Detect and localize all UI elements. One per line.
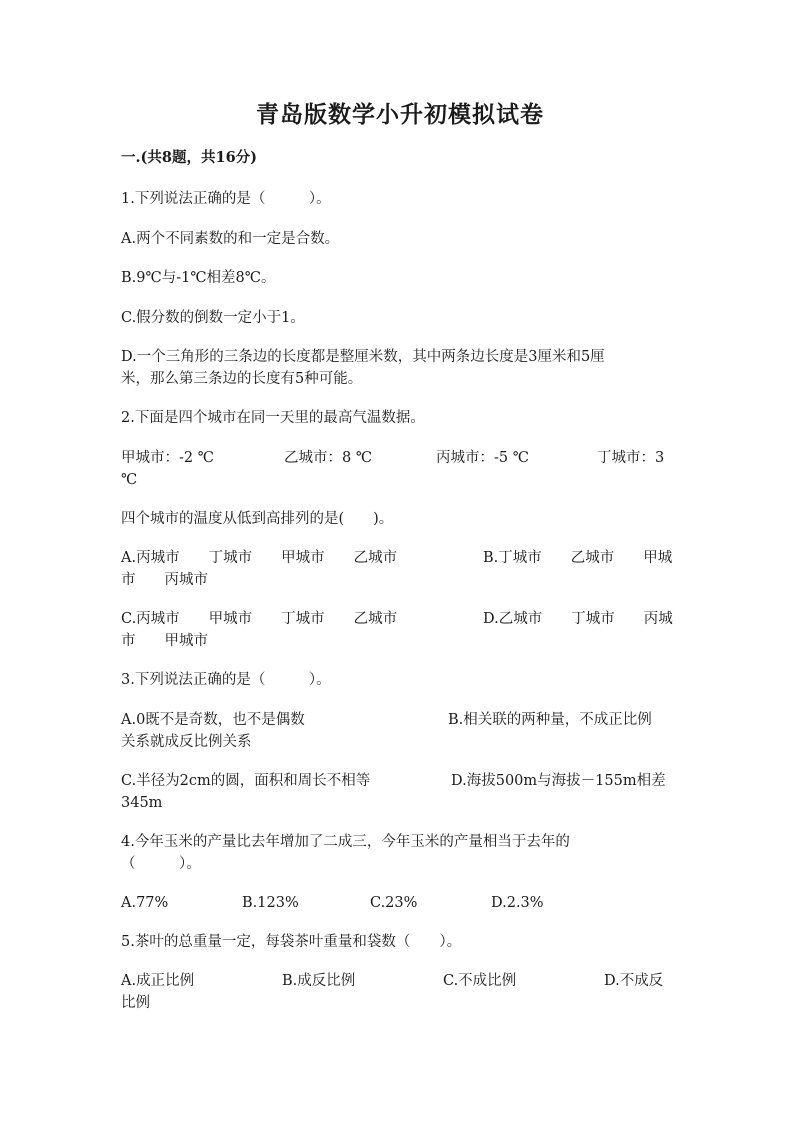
q5-option-b: B.成反比例 — [282, 973, 356, 989]
q3-stem: 3.下列说法正确的是（ ）。 — [121, 672, 331, 688]
q3-option-b-line2: 关系就成反比例关系 — [121, 734, 252, 750]
q3-option-a: A.0既不是奇数，也不是偶数 — [121, 712, 305, 728]
q2-city-ding-unit: ℃ — [121, 472, 138, 488]
q2-city-jia: 甲城市：-2 ℃ — [121, 450, 214, 466]
q5-option-c: C.不成比例 — [443, 973, 517, 989]
q4-stem-line2: （ ）。 — [121, 856, 201, 872]
q1-option-a: A.两个不同素数的和一定是合数。 — [121, 231, 340, 247]
q2-city-bing: 丙城市：-5 ℃ — [436, 450, 529, 466]
q4-option-c: C.23% — [370, 895, 418, 911]
q2-city-yi: 乙城市：8 ℃ — [284, 450, 373, 466]
q2-ask: 四个城市的温度从低到高排列的是( )。 — [121, 511, 394, 527]
q2-stem: 2.下面是四个城市在同一天里的最高气温数据。 — [121, 410, 425, 426]
q1-option-d-line2: 米，那么第三条边的长度有5种可能。 — [121, 371, 363, 387]
q5-option-d-line1: D.不成反 — [604, 973, 664, 989]
q2-option-b-line2: 市 丙城市 — [121, 572, 208, 588]
q2-option-d-line1: D.乙城市 丁城市 丙城 — [483, 611, 673, 627]
q3-option-c: C.半径为2cm的圆，面积和周长不相等 — [121, 773, 371, 789]
q1-option-b: B.9℃与-1℃相差8℃。 — [121, 270, 276, 286]
q4-option-b: B.123% — [242, 895, 299, 911]
q2-option-d-line2: 市 甲城市 — [121, 633, 208, 649]
q2-option-b-line1: B.丁城市 乙城市 甲城 — [483, 550, 673, 566]
section-heading: 一.(共8题，共16分) — [121, 149, 258, 166]
q4-stem-line1: 4.今年玉米的产量比去年增加了二成三，今年玉米的产量相当于去年的 — [121, 834, 570, 850]
q4-option-d: D.2.3% — [491, 895, 544, 911]
q1-option-c: C.假分数的倒数一定小于1。 — [121, 310, 305, 326]
q2-option-a: A.丙城市 丁城市 甲城市 乙城市 — [121, 550, 398, 566]
q3-option-b-line1: B.相关联的两种量，不成正比例 — [448, 712, 652, 728]
q5-option-a: A.成正比例 — [121, 973, 195, 989]
exam-title: 青岛版数学小升初模拟试卷 — [256, 101, 544, 128]
q5-stem: 5.茶叶的总重量一定，每袋茶叶重量和袋数（ ）。 — [121, 934, 462, 950]
q1-option-d-line1: D.一个三角形的三条边的长度都是整厘米数，其中两条边长度是3厘米和5厘 — [121, 349, 605, 365]
q3-option-d-line1: D.海拔500m与海拔－155m相差 — [451, 773, 666, 789]
q2-option-c: C.丙城市 甲城市 丁城市 乙城市 — [121, 611, 398, 627]
q4-option-a: A.77% — [121, 895, 169, 911]
q3-option-d-line2: 345m — [121, 795, 163, 811]
q1-stem: 1.下列说法正确的是（ ）。 — [121, 191, 331, 207]
q2-city-ding: 丁城市：3 — [597, 450, 665, 466]
q5-option-d-line2: 比例 — [121, 995, 150, 1011]
